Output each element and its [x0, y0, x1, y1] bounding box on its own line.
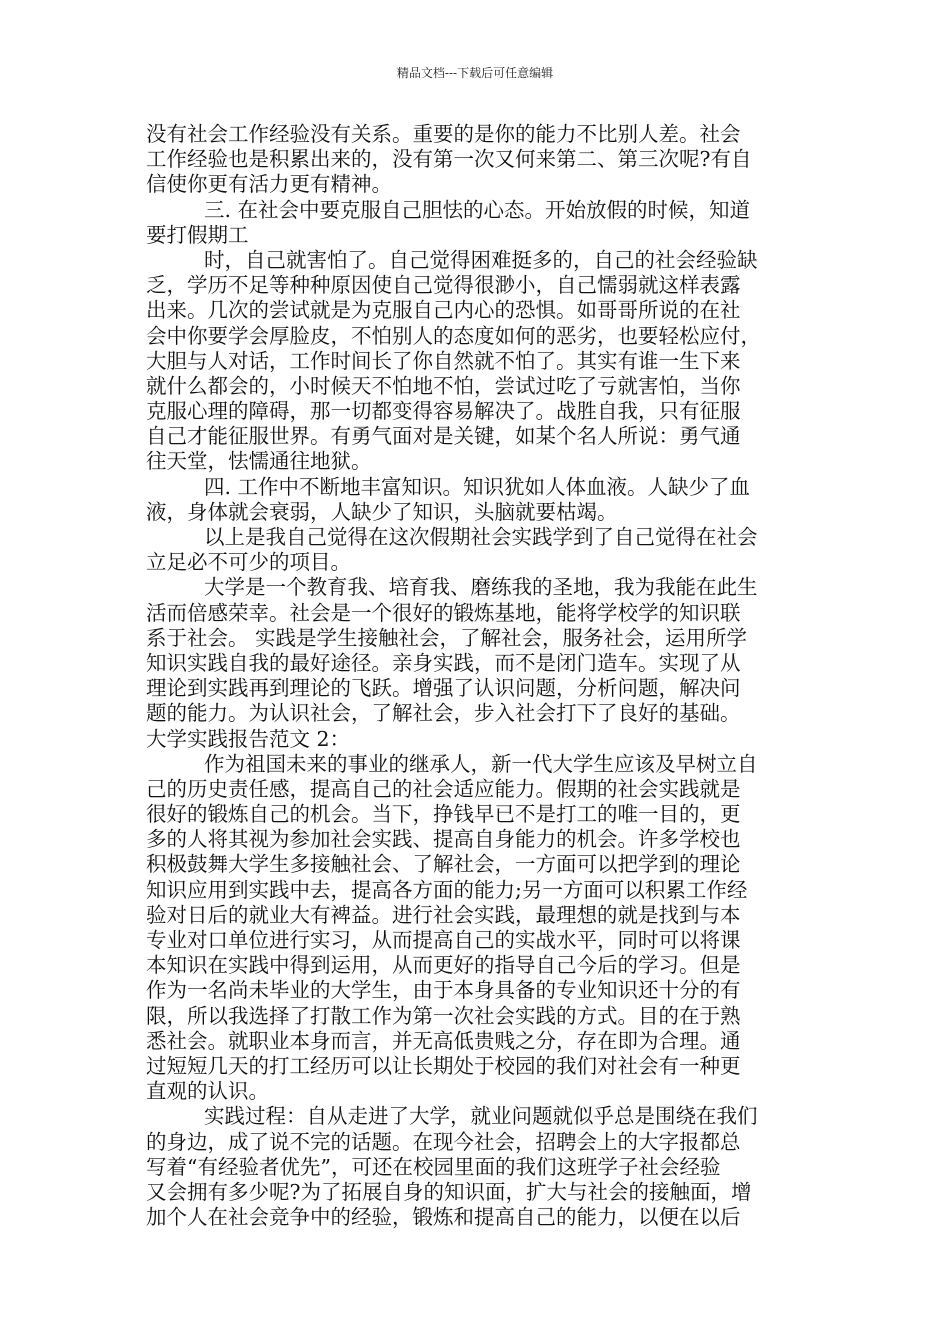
- text-line: 知识实践自我的最好途径。亲身实践，而不是闭门造车。实现了从: [146, 650, 741, 675]
- text-line: 理论到实践再到理论的飞跃。增强了认识问题，分析问题，解决问: [146, 676, 741, 701]
- text-line: 积极鼓舞大学生多接触社会、了解社会，一方面可以把学到的理论: [146, 852, 741, 877]
- text-line: 过短短几天的打工经历可以让长期处于校园的我们对社会有一种更: [146, 1053, 741, 1078]
- text-line: 系于社会。 实践是学生接触社会，了解社会，服务社会，运用所学: [146, 625, 748, 650]
- text-line: 出来。几次的尝试就是为克服自己内心的恐惧。如哥哥所说的在社: [146, 298, 741, 323]
- text-line: 就什么都会的，小时候天不怕地不怕，尝试过吃了亏就害怕，当你: [146, 373, 741, 398]
- text-line: 工作经验也是积累出来的，没有第一次又何来第二、第三次呢?有自: [146, 147, 752, 172]
- text-line: 悉社会。就职业本身而言，并无高低贵贱之分，存在即为合理。通: [146, 1028, 741, 1053]
- text-line: 时，自己就害怕了。自己觉得困难挺多的，自己的社会经验缺: [204, 247, 758, 272]
- text-line: 会中你要学会厚脸皮，不怕别人的态度如何的恶劣，也要轻松应付，: [146, 323, 761, 348]
- text-line: 的身边，成了说不完的话题。在现今社会，招聘会上的大字报都总: [146, 1129, 741, 1154]
- text-line: 自己才能征服世界。有勇气面对是关键，如某个名人所说：勇气通: [146, 424, 741, 449]
- text-line: 乏，学历不足等种种原因使自己觉得很渺小，自己懦弱就这样表露: [146, 273, 741, 298]
- text-line: 直观的认识。: [146, 1079, 269, 1104]
- text-line: 实践过程：自从走进了大学，就业问题就似乎总是围绕在我们: [204, 1104, 758, 1129]
- text-line: 大胆与人对话，工作时间长了你自然就不怕了。其实有谁一生下来: [146, 348, 741, 373]
- text-line: 以上是我自己觉得在这次假期社会实践学到了自己觉得在社会: [204, 525, 758, 549]
- text-line: 液，身体就会衰弱，人缺少了知识，头脑就要枯竭。: [146, 499, 618, 524]
- text-line: 题的能力。为认识社会，了解社会，步入社会打下了良好的基础。: [146, 701, 741, 726]
- text-line: 四. 工作中不断地丰富知识。知识犹如人体血液。人缺少了血: [204, 474, 751, 499]
- text-line: 立足必不可少的项目。: [146, 550, 351, 575]
- text-line: 限，所以我选择了打散工作为第一次社会实践的方式。目的在于熟: [146, 1003, 741, 1028]
- text-line: 己的历史责任感，提高自己的社会适应能力。假期的社会实践就是: [146, 776, 741, 801]
- text-line: 三. 在社会中要克服自己胆怯的心态。开始放假的时候，知道: [204, 197, 751, 222]
- text-line: 大学实践报告范文 2：: [146, 726, 351, 751]
- text-line: 信使你更有活力更有精神。: [146, 172, 392, 197]
- text-line: 多的人将其视为参加社会实践、提高自身能力的机会。许多学校也: [146, 827, 741, 852]
- text-line: 要打假期工: [146, 222, 249, 247]
- text-line: 大学是一个教育我、培育我、磨练我的圣地，我为我能在此生: [204, 575, 758, 600]
- text-line: 写着“有经验者优先”，可还在校园里面的我们这班学子社会经验: [146, 1154, 721, 1179]
- text-line: 活而倍感荣幸。社会是一个很好的锻炼基地，能将学校学的知识联: [146, 600, 741, 625]
- text-line: 作为祖国未来的事业的继承人，新一代大学生应该及早树立自: [204, 751, 758, 776]
- text-line: 没有社会工作经验没有关系。重要的是你的能力不比别人差。社会: [146, 122, 741, 146]
- text-line: 专业对口单位进行实习，从而提高自己的实战水平，同时可以将课: [146, 928, 741, 952]
- document-body: [146, 122, 810, 1230]
- text-line: 往天堂，怯懦通往地狱。: [146, 449, 372, 474]
- text-line: 又会拥有多少呢?为了拓展自身的知识面，扩大与社会的接触面，增: [146, 1179, 752, 1204]
- text-line: 知识应用到实践中去，提高各方面的能力;另一方面可以积累工作经: [146, 877, 748, 902]
- text-line: 本知识在实践中得到运用，从而更好的指导自己今后的学习。但是: [146, 953, 741, 978]
- text-line: 克服心理的障碍，那一切都变得容易解决了。战胜自我，只有征服: [146, 399, 741, 424]
- text-line: 作为一名尚未毕业的大学生，由于本身具备的专业知识还十分的有: [146, 978, 741, 1003]
- text-line: 加个人在社会竞争中的经验，锻炼和提高自己的能力，以便在以后: [146, 1205, 741, 1230]
- text-line: 很好的锻炼自己的机会。当下，挣钱早已不是打工的唯一目的，更: [146, 802, 741, 827]
- text-line: 验对日后的就业大有裨益。进行社会实践，最理想的就是找到与本: [146, 902, 741, 927]
- page-header: 精品文档---下载后可任意编辑: [396, 66, 554, 80]
